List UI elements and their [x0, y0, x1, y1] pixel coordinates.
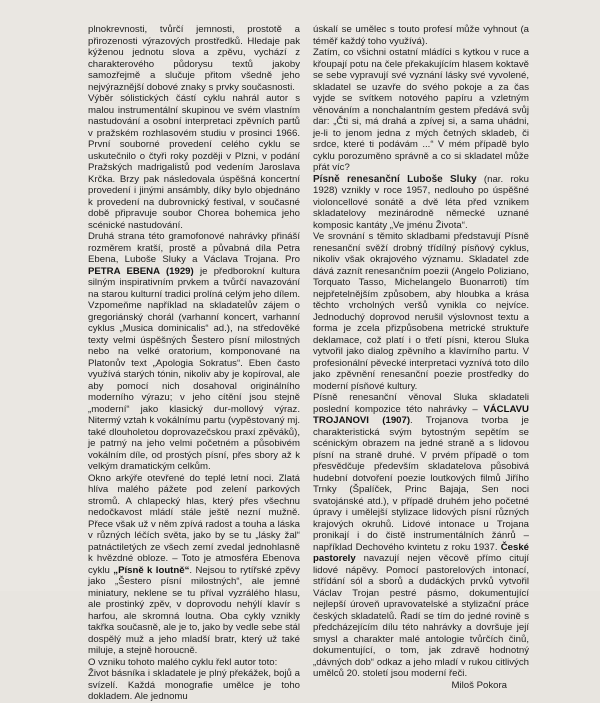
- paragraph: [88, 231, 300, 473]
- composer-name-eben: PETRA EBENA (1929): [88, 265, 194, 277]
- paragraph-text: . Trojanova tvorba je charakteristická svým bytostným sepětím se scénickým obrazem na jedné straně a s lidovou písní na straně druhé. V prvém případě o tom přesvědčuje především skladatelova působivá hudební dotvoření poezie loutkových filmů Jiřího Trnky (Špalíček, Princ Bajaja, Sen noci svatojánské atd.), v případě druhém jeho početné úpravy i umělejší stylizace lidových písní různých krajových okruhů. Lidové intonace u Trojana pronikají i do čistě instrumentálních žánrů – například Dechového kvintetu z roku 1937.: [313, 415, 529, 553]
- composer-name-trojan: VÁCLAVU TROJANOVI (1907): [313, 403, 529, 426]
- paragraph: [313, 392, 529, 680]
- paragraph-text: Okno arkýře otevřené do teplé letní noci. Zlatá hlíva malého pážete pod zelení parkových stromů. A chlapecký hlas, který přes všechnu nedočkavost mládí stále ještě nezní mužně. Přece však už v něm zpívá radost a touha a láska v různých léčích světa, jako by se tu „lásky žal“ patnáctiletých ze všech zemí zvedal jednohlasně k hvězdné obloze. – Toto je atmosféra Ebenova cyklu: [88, 472, 300, 576]
- paragraph: plnokrevnosti, tvůrčí jemnosti, prostotě a přirozenosti výrazových prostředků. Hledaje pak kýženou jednotu slova a zpěvu, vychází z charakterového půdorysu textů jakoby samozřejmě a slučuje přitom všedně jeho nejvýraznější dobové znaky s prvky současnosti.: [88, 24, 300, 93]
- author-signature: Miloš Pokora: [451, 679, 507, 691]
- paragraph: Zatím, co všichni ostatní mládíci s kytkou v ruce a křoupají potu na čele překakujícím hlasem koktavě se sebe vypravují své vyznání lásky své vyvolené, skladatel se uzavře do svého pokoje a za čas vyjde se svítkem notového papíru a vzletným věnováním a nonchalantním gestem předává svůj dar: „Čti si, má drahá a zpívej si, a sama uhádni, je-li to jenom jedna z mých četných skladeb, či srdce, které ti podávám ...“ V mém případě bylo cyklu porozuměno správně a co si skladatel může přát víc?: [313, 47, 529, 173]
- work-title-ceske-pastorely: České pastorely: [313, 541, 529, 564]
- paragraph-text: . Nejsou to rytířské zpěvy jako „Šestero písní milostných“, ale jemné miniatury, neklene se tu příval vyzrálého hlasu, ale prostinký zpěv, v doprovodu nehýlí klavír s harfou, ale skromná loutna. Oba cykly vznikly takřka současně, ale je to, jako by vedle sebe stál dospělý muž a jeho mladší bratr, který už také miluje, a stejně horoucně.: [88, 564, 301, 656]
- paragraph-text: (nar. roku 1928) vznikly v roce 1957, nedlouho po úspěšné violoncellové sonátě a dvě léta před vznikem skladatelovy mezinárodně německé uznané komposic kantáty „Ve jménu Života“.: [313, 173, 529, 231]
- paragraph: Výběr sólistických částí cyklu nahrál autor s malou instrumentální skupinou ve svém vlastním nastudování a osobní interpretaci zpěvních partů v pražském rozhlasovém studiu v prosinci 1966. První souborné provedení celého cyklu se uskutečnilo o čtyři roky později v Plzni, v podání Pražských madrigalistů pod vedením Jaroslava Krčka. Brzy pak následovala úspěšná koncertní provedení i jinými ansámbly, díky bylo objednáno k provedení na dubrovnický festival, v současné době připravuje soubor Chorea bohemica jeho scénické nastudování.: [88, 93, 300, 231]
- paragraph: [88, 473, 300, 657]
- paragraph: [313, 174, 529, 232]
- paragraph: Život básníka i skladatele je plný překážek, bojů a svízelí. Každá monografie umělce je toho dokladem. Ale jednomu: [88, 668, 300, 702]
- paragraph-text: je předborokní kultura silným inspirativním prvkem a tvůrčí navazování na starou kulturní tradici prolíná celým jeho dílem. Vzpomeňme například na skladatelův zájem o gregoriánský chorál (varhanní koncert, varhanní cyklus „Musica dominicalis“ ad.), na středověké texty velmi úspěšných Šestero písní milostných nebo na velké oratorium, komponované na Platonův text „Apologia Sokratus“. Eben často využívá starých tónin, nikoliv aby je kopíroval, ale aby pomocí nich dosahoval originálního moderního výrazu; v jeho cítění jsou stejně „moderní“ jako klasický dur-mollový výraz. Nitermý vztah k vokálnímu partu (vypěstovaný mj. také dlouholetou doprovazečskou praxí zpěváků), je patrný na jeho velmi početném a působivém vokálním díle, od prostých písní, přes sbory až k velkým dramatickým celkům.: [88, 265, 300, 472]
- section-heading-sluka: Písně renesanční Luboše Sluky: [313, 173, 477, 185]
- paragraph: O vzniku tohoto malého cyklu řekl autor toto:: [88, 656, 278, 668]
- work-title-pisne-k-loutne: „Písně k loutně“: [113, 564, 190, 576]
- column-divider: [304, 20, 305, 580]
- paragraph-text: Druhá strana této gramofonové nahrávky přináší rozměrem kratší, prostě a půvabná díla Petra Ebena, Luboše Sluky a Václava Trojana. Pro: [88, 231, 300, 265]
- paragraph: úskalí se umělec s touto profesí může vyhnout (a téměř každý toho využívá).: [313, 24, 529, 47]
- paragraph: Ve srovnání s těmito skladbami představují Písně renesanční svěží drobný třídílný písňový cyklus, nikoliv však okrajového významu. Skladatel zde dává zaznít renesančním poezii (Angelo Poliziano, Torquato Tasso, Michelangelo Buonarroti) tím nejpřetelnějším způsobem, aby hloubka a krása těchto vrcholných veršů vynikla co nejvíce. Jednoduchý doprovod nerušil výslovnost textu a forma je zcela přizpůsobena metrické struktuře deklamace, což platí i o třetí písni, kterou Sluka vytvořil jako dialog zpěvního a klavírního partu. V profesionální pěvecké interpretaci vyznívá toto dílo jako zpěvnění renesanční poezie prostředky do moderní písňové kultury.: [313, 231, 529, 392]
- paragraph-text: Písně renesanční věnoval Sluka skladateli poslední kompozice této nahrávky –: [313, 392, 529, 415]
- paragraph-text: navazují nejen věcově přímo citují lidové nápěvy. Pomocí pastorelových intonací, střídání sól a sborů a dudáckých prvků vytvořil Václav Trojan pestré pásmo, dokumentující nejlepší úroveň upravovatelské a stylizační práce českých skladatelů. Řadí se tím do jedné rovině s předcházejícím dílu této nahrávky a dovršuje její smysl a charakter malé antologie tvůrčích činů, dokumentující, o tom, jak zdravě hodnotný „dávných dob“ odkaz a jeho mladí v rukou citlivých umělců 20. století jsou moderní řeči.: [313, 553, 529, 679]
- left-text-column: [88, 24, 300, 703]
